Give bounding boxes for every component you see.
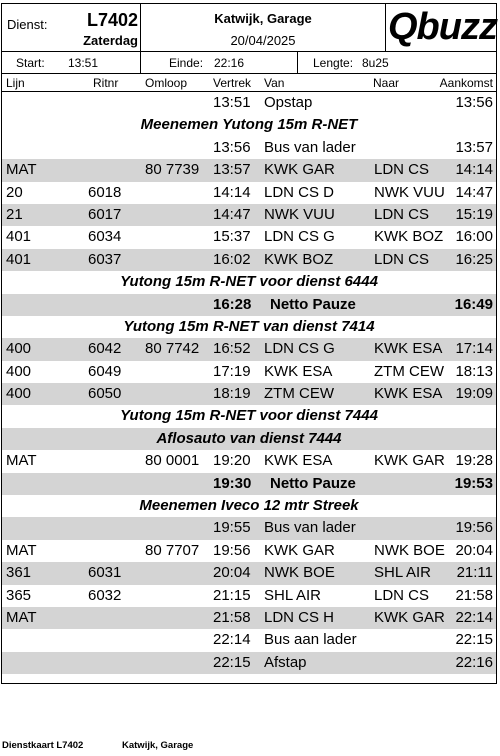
- cell-lijn: 361: [6, 564, 32, 582]
- cell-vertrek: 19:30: [213, 474, 252, 492]
- cell-van: ZTM CEW: [264, 385, 334, 403]
- table-row: [2, 585, 496, 607]
- dienst-cell: [2, 4, 141, 51]
- footer-label: Dienstkaart L7402: [2, 740, 84, 751]
- col-vertrek: Vertrek: [213, 76, 252, 90]
- col-naar: Naar: [373, 76, 400, 90]
- cell-vertrek: 13:56: [213, 138, 251, 156]
- cell-vertrek: 16:52: [213, 340, 251, 358]
- cell-van: Bus van lader: [264, 138, 356, 156]
- lengte-value: 8u25: [362, 56, 389, 70]
- cell-ritnr: 6017: [88, 205, 122, 223]
- cell-vertrek: 21:15: [213, 586, 251, 604]
- cell-van: NWK BOE: [264, 564, 335, 582]
- table-row: [2, 562, 496, 584]
- col-omloop: Omloop: [145, 76, 188, 90]
- cell-van: Bus van lader: [264, 519, 356, 537]
- cell-lijn: MAT: [6, 161, 37, 179]
- cell-vertrek: 20:04: [213, 564, 251, 582]
- cell-vertrek: 18:19: [213, 385, 251, 403]
- cell-naar: LDN CS: [374, 250, 430, 268]
- cell-ritnr: 6032: [88, 586, 122, 604]
- cell-aankomst: 18:13: [455, 362, 493, 380]
- column-headers: [2, 74, 496, 92]
- cell-omloop: 80 7739: [145, 161, 200, 179]
- cell-aankomst: 13:56: [455, 94, 493, 111]
- cell-aankomst: 14:14: [455, 161, 493, 179]
- location: Katwijk, Garage: [214, 11, 312, 26]
- cell-naar: KWK GAR: [374, 452, 445, 470]
- cell-vertrek: 16:02: [213, 250, 251, 268]
- cell-aankomst: 22:14: [455, 608, 493, 626]
- cell-aankomst: 22:16: [455, 653, 493, 671]
- cell-lijn: 20: [6, 183, 23, 201]
- table-row: [2, 92, 496, 114]
- col-van: Van: [264, 76, 285, 90]
- cell-vertrek: 14:14: [213, 183, 251, 201]
- col-ritnr: Ritnr: [93, 76, 119, 90]
- cell-vertrek: 21:58: [213, 608, 251, 626]
- cell-naar: SHL AIR: [374, 564, 431, 582]
- cell-lijn: 400: [6, 385, 32, 403]
- card-header: [2, 4, 496, 52]
- table-row: [2, 338, 496, 360]
- logo-cell: [386, 4, 497, 51]
- cell-vertrek: 22:14: [213, 631, 251, 649]
- dienst-day: Zaterdag: [83, 33, 138, 48]
- cell-aankomst: 17:14: [455, 340, 493, 358]
- times-bar: [2, 52, 496, 74]
- table-row: [2, 226, 496, 248]
- cell-aankomst: 16:00: [455, 228, 493, 246]
- cell-van: LDN CS G: [264, 228, 335, 246]
- cell-van: Opstap: [264, 94, 313, 111]
- cell-aankomst: 21:11: [456, 564, 493, 582]
- cell-vertrek: 16:28: [213, 295, 252, 313]
- cell-aankomst: 15:19: [455, 205, 493, 223]
- table-row: [2, 652, 496, 674]
- cell-lijn: 21: [6, 205, 23, 223]
- cell-naar: NWK VUU: [374, 183, 445, 201]
- cell-van: KWK ESA: [264, 362, 333, 380]
- table-row: [2, 540, 496, 562]
- cell-ritnr: 6050: [88, 385, 122, 403]
- cell-naar: KWK GAR: [374, 608, 445, 626]
- cell-lijn: 401: [6, 250, 32, 268]
- cell-lijn: 401: [6, 228, 32, 246]
- cell-vertrek: 14:47: [213, 205, 251, 223]
- col-lijn: Lijn: [6, 76, 25, 90]
- cell-ritnr: 6049: [88, 362, 122, 380]
- cell-vertrek: 13:51: [213, 94, 251, 111]
- cell-lijn: MAT: [6, 608, 37, 626]
- cell-naar: LDN CS: [374, 586, 430, 604]
- cell-lijn: MAT: [6, 452, 37, 470]
- table-row: [2, 182, 496, 204]
- dienst-label: Dienst:: [7, 17, 48, 32]
- table-row: [2, 159, 496, 181]
- schedule-rows: [2, 92, 496, 674]
- lengte-label: Lengte:: [313, 56, 354, 70]
- cell-aankomst: 16:49: [454, 295, 493, 313]
- table-row: [2, 204, 496, 226]
- cell-vertrek: 22:15: [213, 653, 251, 671]
- pause-row: [2, 294, 496, 316]
- cell-vertrek: 19:20: [213, 452, 251, 470]
- section-title: Yutong 15m R-NET van dienst 7414: [123, 317, 375, 335]
- cell-van: Netto Pauze: [270, 474, 356, 492]
- cell-aankomst: 19:28: [455, 452, 493, 470]
- col-aankomst: Aankomst: [439, 76, 493, 90]
- einde-cell: [141, 52, 298, 73]
- cell-omloop: 80 7707: [145, 541, 200, 559]
- cell-omloop: 80 0001: [145, 452, 200, 470]
- cell-naar: KWK ESA: [374, 385, 443, 403]
- cell-van: Netto Pauze: [270, 295, 356, 313]
- start-value: 13:51: [68, 56, 99, 70]
- cell-lijn: 365: [6, 586, 32, 604]
- qbuzz-logo: Qbuzz: [388, 6, 497, 48]
- section-title: Aflosauto van dienst 7444: [2, 428, 496, 450]
- table-row: [2, 137, 496, 159]
- table-row: [2, 249, 496, 271]
- cell-van: KWK GAR: [264, 541, 335, 559]
- cell-ritnr: 6037: [88, 250, 122, 268]
- cell-naar: LDN CS: [374, 161, 430, 179]
- cell-ritnr: 6042: [88, 340, 122, 358]
- cell-van: KWK ESA: [264, 452, 333, 470]
- dienstkaart-card: [1, 3, 497, 684]
- cell-omloop: 80 7742: [145, 340, 200, 358]
- cell-lijn: MAT: [6, 541, 37, 559]
- cell-vertrek: 19:55: [213, 519, 251, 537]
- section-title: Yutong 15m R-NET voor dienst 7444: [120, 407, 378, 425]
- cell-aankomst: 16:25: [455, 250, 493, 268]
- cell-van: LDN CS D: [264, 183, 335, 201]
- einde-label: Einde:: [169, 56, 204, 70]
- cell-aankomst: 19:53: [454, 474, 493, 492]
- cell-van: Afstap: [264, 653, 307, 671]
- table-row: [2, 517, 496, 539]
- cell-aankomst: 22:15: [455, 631, 493, 649]
- cell-vertrek: 13:57: [213, 161, 251, 179]
- cell-van: NWK VUU: [264, 205, 335, 223]
- cell-aankomst: 20:04: [455, 541, 493, 559]
- table-row: [2, 450, 496, 472]
- table-row: [2, 607, 496, 629]
- cell-ritnr: 6034: [88, 228, 122, 246]
- cell-van: KWK GAR: [264, 161, 335, 179]
- pause-row: [2, 473, 496, 495]
- cell-naar: LDN CS: [374, 205, 430, 223]
- dienst-number: L7402: [86, 10, 138, 30]
- location-cell: [141, 4, 386, 51]
- date: 20/04/2025: [230, 33, 296, 48]
- cell-lijn: 400: [6, 340, 32, 358]
- cell-van: SHL AIR: [264, 586, 321, 604]
- cell-naar: KWK BOZ: [374, 228, 444, 246]
- table-row: [2, 383, 496, 405]
- start-label: Start:: [16, 56, 45, 70]
- cell-aankomst: 14:47: [455, 183, 493, 201]
- cell-naar: ZTM CEW: [374, 362, 444, 380]
- table-row: [2, 361, 496, 383]
- cell-vertrek: 17:19: [213, 362, 251, 380]
- cell-aankomst: 21:58: [455, 586, 493, 604]
- cell-vertrek: 19:56: [213, 541, 251, 559]
- table-row: [2, 629, 496, 651]
- cell-van: Bus aan lader: [264, 631, 357, 649]
- cell-van: LDN CS H: [264, 608, 335, 626]
- cell-aankomst: 19:56: [455, 519, 493, 537]
- cell-naar: NWK BOE: [374, 541, 445, 559]
- cell-ritnr: 6018: [88, 183, 122, 201]
- einde-value: 22:16: [214, 56, 245, 70]
- cell-aankomst: 13:57: [455, 138, 493, 156]
- section-title: Meenemen Yutong 15m R-NET: [140, 116, 358, 134]
- section-title: Yutong 15m R-NET voor dienst 6444: [120, 273, 378, 291]
- section-title: Meenemen Iveco 12 mtr Streek: [139, 497, 359, 515]
- cell-van: LDN CS G: [264, 340, 335, 358]
- cell-lijn: 400: [6, 362, 32, 380]
- cell-naar: KWK ESA: [374, 340, 443, 358]
- start-cell: [2, 52, 141, 73]
- cell-van: KWK BOZ: [264, 250, 334, 268]
- cell-ritnr: 6031: [88, 564, 122, 582]
- footer-location: Katwijk, Garage: [122, 740, 194, 751]
- cell-vertrek: 15:37: [213, 228, 251, 246]
- cell-aankomst: 19:09: [455, 385, 493, 403]
